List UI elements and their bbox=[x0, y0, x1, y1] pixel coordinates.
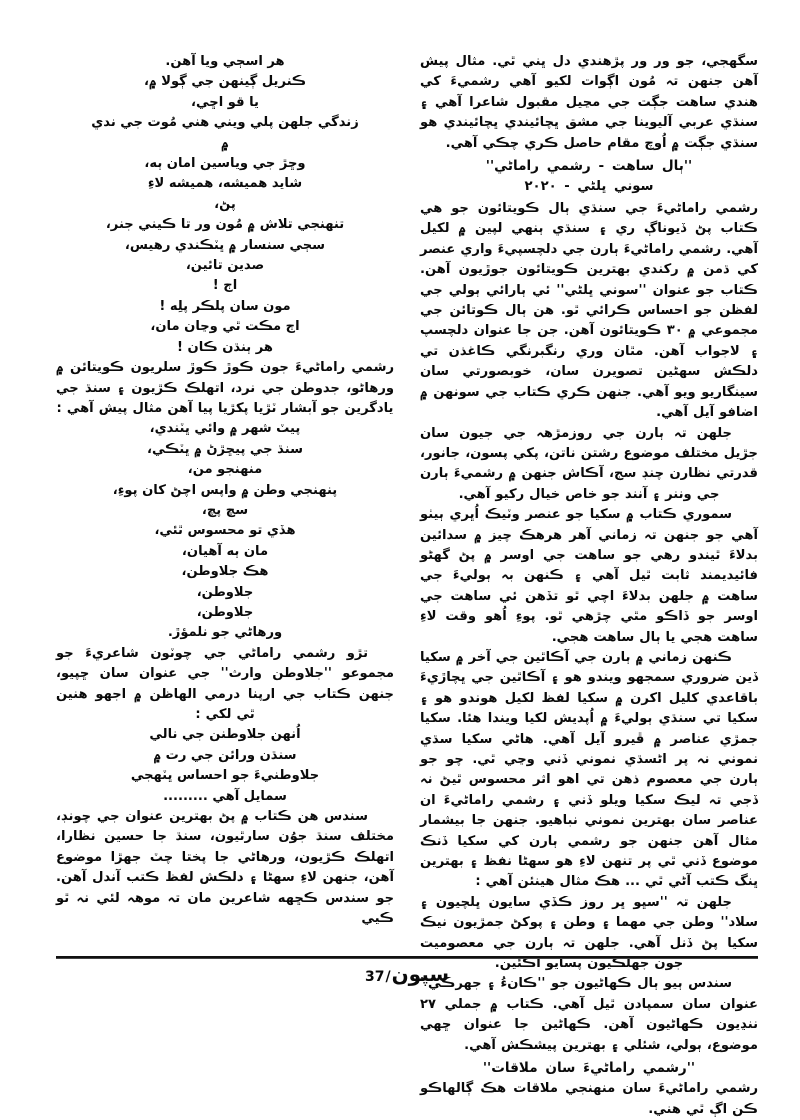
verse-line: يا قو اڇي، bbox=[191, 94, 259, 110]
body-paragraph: سموري ڪتاب ۾ سکيا جو عنصر وٽيڪ اُڀري ٻيٺو آهي جو جنهن تہ زماني آهر هرهڪ چيز ۾ سدائين بدلاءَ ٿيندو رهي جو ساهت جي اوسر ۾ پڻ گهڻو فائيديمند ثابت ٿيل آهي ۽ ڪنهن بہ ٻوليءَ جي ساهت ۾ جلهن بدلاءَ اچي ٿو تڏهن ئي ساهت جي اوسر جو ڏاڪو مٿي چڙهي ٿو. پوءِ اُهو وقت لاءِ ساهت هجي يا ٻال ساهت هجي. bbox=[420, 507, 758, 645]
body-paragraph: سندس ٻيو ٻال ڪهاڻيون جو ''ڪانءُ ۽ جهرڪي'' عنوان سان سمپادن ٿيل آهي. ڪتاب ۾ جملي ٢٧ ننڍيون ڪهاڻيون آهن. ڪهاڻين جا عنوان ڇهي موضوع، ٻولي، شئلي ۽ بهترين پيشڪش آهي. bbox=[420, 976, 758, 1053]
poem-two bbox=[56, 419, 394, 643]
body-paragraph: رشمي راماڻيءَ سان منهنجي ملاقات هڪ ڳالهاڪو ڪن اڳ ٿي هني. bbox=[420, 1081, 758, 1117]
verse-line: زندگي جلهن پلي ويني هني مُوت جي ندي bbox=[91, 115, 359, 131]
verse-line: هر ٻنڌن ڪان ! bbox=[176, 339, 274, 355]
body-paragraph: ڪنهن زماني ۾ ٻارن جي آڪاٿين جي آخر ۾ سکيا ڏين ضروري سمجهو ويندو هو ۽ آڪاٿين جي ڀچاڙيءَ باقاعدي کليل اکرن ۾ سکيا لفظ لکيل هوندو هو ۽ سکيا تي سنڌي ٻوليءَ ۾ اُپديش لکيا ويندا هئا. سکيا جمڙي عناصر ۾ ڦيرو آيل آهي. هاڻي سکيا سڌي نموني نہ پر اڻسڌي نموني ڏني وڃي ٿي. چو جو ٻارن جي معصوم ذهن تي اهو اثر محسوس ٿيڻ نہ ڏجي تہ ليڪ سکيا ويلو ڏني ۽ رشمي راماڻيءَ ان عناصر سان بهترين نموني نباهيو. جنهن جا بيشمار مثال آهن جنهن جو رشمي ٻارن کي سکيا ڏنڪ موضوع ڏني ٿي پر تنهن لاءِ هو سهڻا نفظ ۽ بهترين ڀنگ ڪتب آڻي ٿي ... هڪ مثال هينئن آهي : bbox=[420, 649, 758, 890]
verse-line: اُنهن جلاوطنن جي نالي bbox=[149, 727, 301, 743]
verse-line: سنڌن ورائن جي رت ۾ bbox=[153, 747, 297, 763]
verse-line: جلاوطنيءَ جو احساس ڀٽهجي bbox=[130, 768, 320, 784]
verse-line: ورهاڻي جو نلمؤڙ. bbox=[167, 625, 283, 641]
verse-line: هر اسڄي ويا آهن. bbox=[165, 54, 285, 69]
verse-line: پڻ، bbox=[214, 196, 236, 212]
verse-line: جلاوطن، bbox=[196, 584, 254, 600]
footer-separator: / bbox=[385, 969, 391, 985]
verse-line: جلاوطن، bbox=[196, 604, 254, 620]
section-heading-rashmi-mulaqat: ''رشمي راماڻيءَ سان ملاقات'' bbox=[482, 1060, 696, 1077]
body-paragraph: رشمي راماڻيءَ جي سنڌي ٻال ڪويتائون جو هي ڪتاب پڻ ڏيوناڳ ري ۽ سنڌي ٻنهي لپين ۾ لکيل آهي. رشمي راماڻيءَ ٻارن جي دلچسپيءَ واري عنصر کي ڌمن ۾ رکندي بهترين ڪويتائون جوڙيون آهن. ڪتاب جو عنوان ''سوني ڀلڻي'' ئي ٻارائي ٻولي جي لفظن جو احساس ڪرائي ٿو. هن ٻال ڪوتائن جي مجموعي ۾ ٣٠ ڪويتائون آهن. جن جا عنوان دلچسپ ۽ لاجواب آهن. مٿان وري رنگبرنگي ڪاغذن تي دلڪش سهڻين تصويرن سان، خوبصورتي سان سينگاريو ويو آهي. جنهن ڪري ڪتاب جي سونهن ۾ اضافو آيل آهي. bbox=[420, 201, 758, 421]
verse-line: تنهنجي تلاش ۾ مُون ور تا ڪيني جنر، bbox=[105, 217, 345, 233]
verse-line: مون سان پلڪر پلِه ! bbox=[159, 298, 291, 314]
verse-line: ڪنريل ڳينهن جي ڳولا ۾، bbox=[143, 74, 307, 90]
body-paragraph: جلهن تہ ٻارن جي روزمڙهہ جي جيون سان جڙيل مختلف موضوع رشتن ناتن، پکي پسون، جانور، قدرتي نظارن چنڊ سج، آڪاش جنهن ۾ رشميءَ ٻارن جي وننر ۽ آنند جو خاص خيال رکيو آهي. bbox=[420, 425, 758, 502]
right-column bbox=[56, 52, 394, 932]
verse-line: اڄ مڪت ٿي وڃان مان، bbox=[150, 319, 300, 335]
verse-line: سچ پچ، bbox=[201, 502, 249, 518]
body-paragraph: سندس هن ڪتاب ۾ پڻ بهترين عنوان جي چونڊ، مختلف سنڌ جوُن سارٿيون، سنڌ جا حسين نظارا، اتهلڪ ڪڙيون، ورهاڻي جا پختا چٽ جهڙا موضوع آهن، جنهن لاءِ سهڻا ۽ دلڪش لفظ ڪتب آندل آهن. جو سندس ڪڇهه شاعرين مان تہ موهہ لئي نہ ٿو ڪيي bbox=[56, 809, 394, 927]
page-footer bbox=[56, 956, 758, 986]
verse-line: سڄي سنسار ۾ ڀٽڪندي رهيس، bbox=[124, 237, 326, 253]
body-paragraph: سگهجي، جو ور ور پڙهندي دل ڀني ٿي. مثال پيش آهن جنهن تہ مُون اڳوات لکيو آهي رشميءَ کي هندي ساهت جڳت جي مڃيل مقبول شاعرا آهي ۽ سنڌي عربي آليوينا جي مشق ڀچائيندي ڀچائيندي هو سنڌي جڳت ۾ اُوچ مقام حاصل ڪري چڪي آهي. bbox=[420, 54, 758, 151]
poem-one bbox=[56, 52, 394, 358]
verse-line: هڏي تو محسوس ٿئي، bbox=[154, 523, 296, 539]
poem-three bbox=[56, 725, 394, 807]
verse-line: اڄ ! bbox=[212, 278, 238, 294]
footer-magazine-title: سپون bbox=[391, 962, 450, 986]
body-paragraph: رشمي راماڻيءَ جون ڪوڙ ڪوڙ سلريون ڪويتائن ۾ ورهاڻو، جدوطن جي نرد، اتهلڪ ڪڙيون ۽ سنڌ جي يادگرين جو آبشار ٽڙيا پکڙيا پيا آهن مثال پيش آهي : bbox=[56, 360, 394, 416]
body-paragraph: جلهن تہ ''سڀو ڀر روز ڪڏي سايون ڀلچيون ۽ سلاد'' وطن جي مهما ۽ وطن ۽ پوکڻ جمڙيون نيڪ سکيا پڻ ڏنل آهي. جلهن تہ ٻارن جي معصوميت جون جهلڪيون پسايو اڪئين. bbox=[420, 894, 758, 972]
footer-content bbox=[56, 962, 758, 986]
verse-line: پنهنجي وطن ۾ واپس اچڻ کان پوءِ، bbox=[112, 482, 338, 498]
verse-line: شايد هميشه، هميشه لاءِ bbox=[147, 176, 303, 192]
verse-line: سنڌ جي پيڇڙڻ ۾ ڀٽڪي، bbox=[147, 441, 303, 457]
footer-divider bbox=[56, 956, 758, 959]
verse-line: ۾ bbox=[221, 135, 229, 151]
verse-line: صدين تائين، bbox=[185, 258, 265, 274]
verse-line: پيٽ شهر ۾ وائي ڀٽندي، bbox=[149, 421, 301, 437]
verse-line: سمايل آهي ......... bbox=[163, 788, 287, 804]
verse-line: مان ٻه آهيان، bbox=[181, 543, 269, 559]
verse-line: هڪ جلاوطن، bbox=[181, 564, 269, 580]
page-number: 37 bbox=[364, 969, 385, 985]
verse-line: وڇڙ جي وياسين امان ٻه، bbox=[144, 156, 306, 172]
section-heading-bal-sahat: ''ٻال ساهت - رشمي راماڻي'' bbox=[485, 158, 693, 175]
verse-line: منهنجو من، bbox=[187, 462, 263, 478]
body-paragraph: تڙو رشمي راماڻي جي چوٽون شاعريءَ جو مجموعو ''جلاوطن وارث'' جي عنوان سان ڇپيو، جنهن ڪتاب جي ارپنا درمي الهاظن ۾ اجهو هنين ٿي لکي : bbox=[56, 645, 394, 722]
section-subheading-soni-bhalni: سوني ڀلڻي - ٢٠٢٠ bbox=[524, 179, 654, 195]
